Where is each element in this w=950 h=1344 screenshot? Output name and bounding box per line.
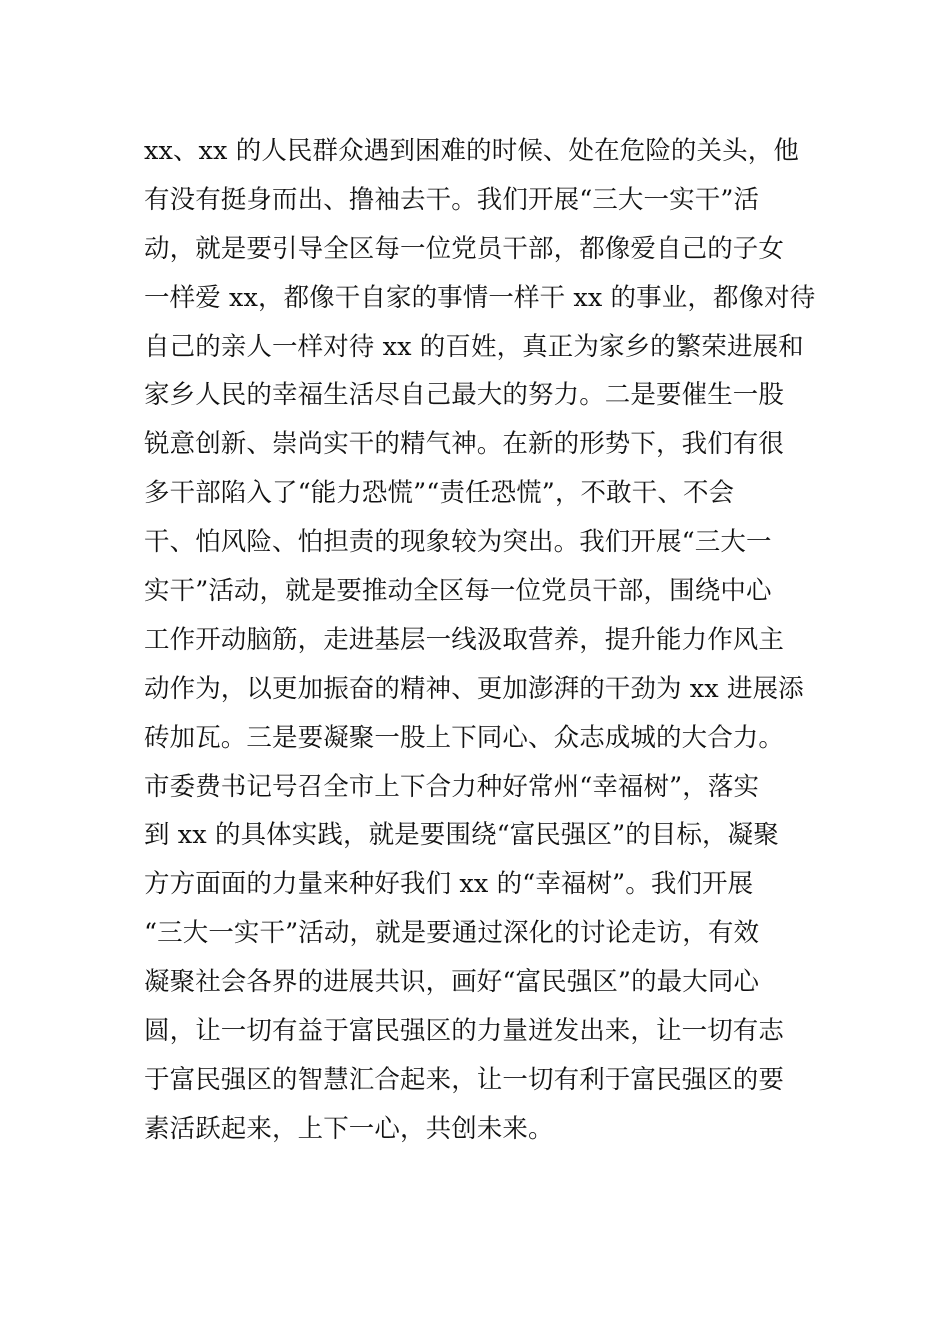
text-line: 锐意创新、崇尚实干的精气神。在新的形势下，我们有很 [144,429,785,460]
text-line: 市委费书记号召全市上下合力种好常州“幸福树”，落实 [144,771,760,802]
text-line: 一样爱 xx，都像干自家的事情一样干 xx 的事业，都像对待 [144,282,816,313]
body-text [144,127,814,1154]
text-line: 于富民强区的智慧汇合起来，让一切有利于富民强区的要 [144,1064,785,1095]
text-line: 砖加瓦。三是要凝聚一股上下同心、众志成城的大合力。 [144,722,785,753]
text-line: 干、怕风险、怕担责的现象较为突出。我们开展“三大一 [144,527,772,558]
text-line: 实干”活动，就是要推动全区每一位党员干部，围绕中心 [144,576,772,607]
text-line: 素活跃起来，上下一心，共创未来。 [144,1113,554,1144]
text-line: “三大一实干”活动，就是要通过深化的讨论走访，有效 [144,918,760,949]
text-line: xx、xx 的人民群众遇到困难的时候、处在危险的关头，他 [144,136,799,166]
text-line: 有没有挺身而出、撸袖去干。我们开展“三大一实干”活 [144,184,760,215]
text-line: 家乡人民的幸福生活尽自己最大的努力。二是要催生一股 [144,380,785,411]
text-line: 到 xx 的具体实践，就是要围绕“富民强区”的目标，凝聚 [144,820,779,851]
text-line: 凝聚社会各界的进展共识，画好“富民强区”的最大同心 [144,967,760,998]
text-line: 自己的亲人一样对待 xx 的百姓，真正为家乡的繁荣进展和 [144,331,804,362]
text-line: 圆，让一切有益于富民强区的力量迸发出来，让一切有志 [144,1016,785,1047]
text-line: 多干部陷入了“能力恐慌”“责任恐慌”，不敢干、不会 [144,478,735,509]
text-line: 方方面面的力量来种好我们 xx 的“幸福树”。我们开展 [144,869,754,900]
text-line: 动作为，以更加振奋的精神、更加澎湃的干劲为 xx 进展添 [144,673,804,704]
text-line: 动，就是要引导全区每一位党员干部，都像爱自己的子女 [144,233,785,264]
text-line: 工作开动脑筋，走进基层一线汲取营养，提升能力作风主 [144,624,785,655]
